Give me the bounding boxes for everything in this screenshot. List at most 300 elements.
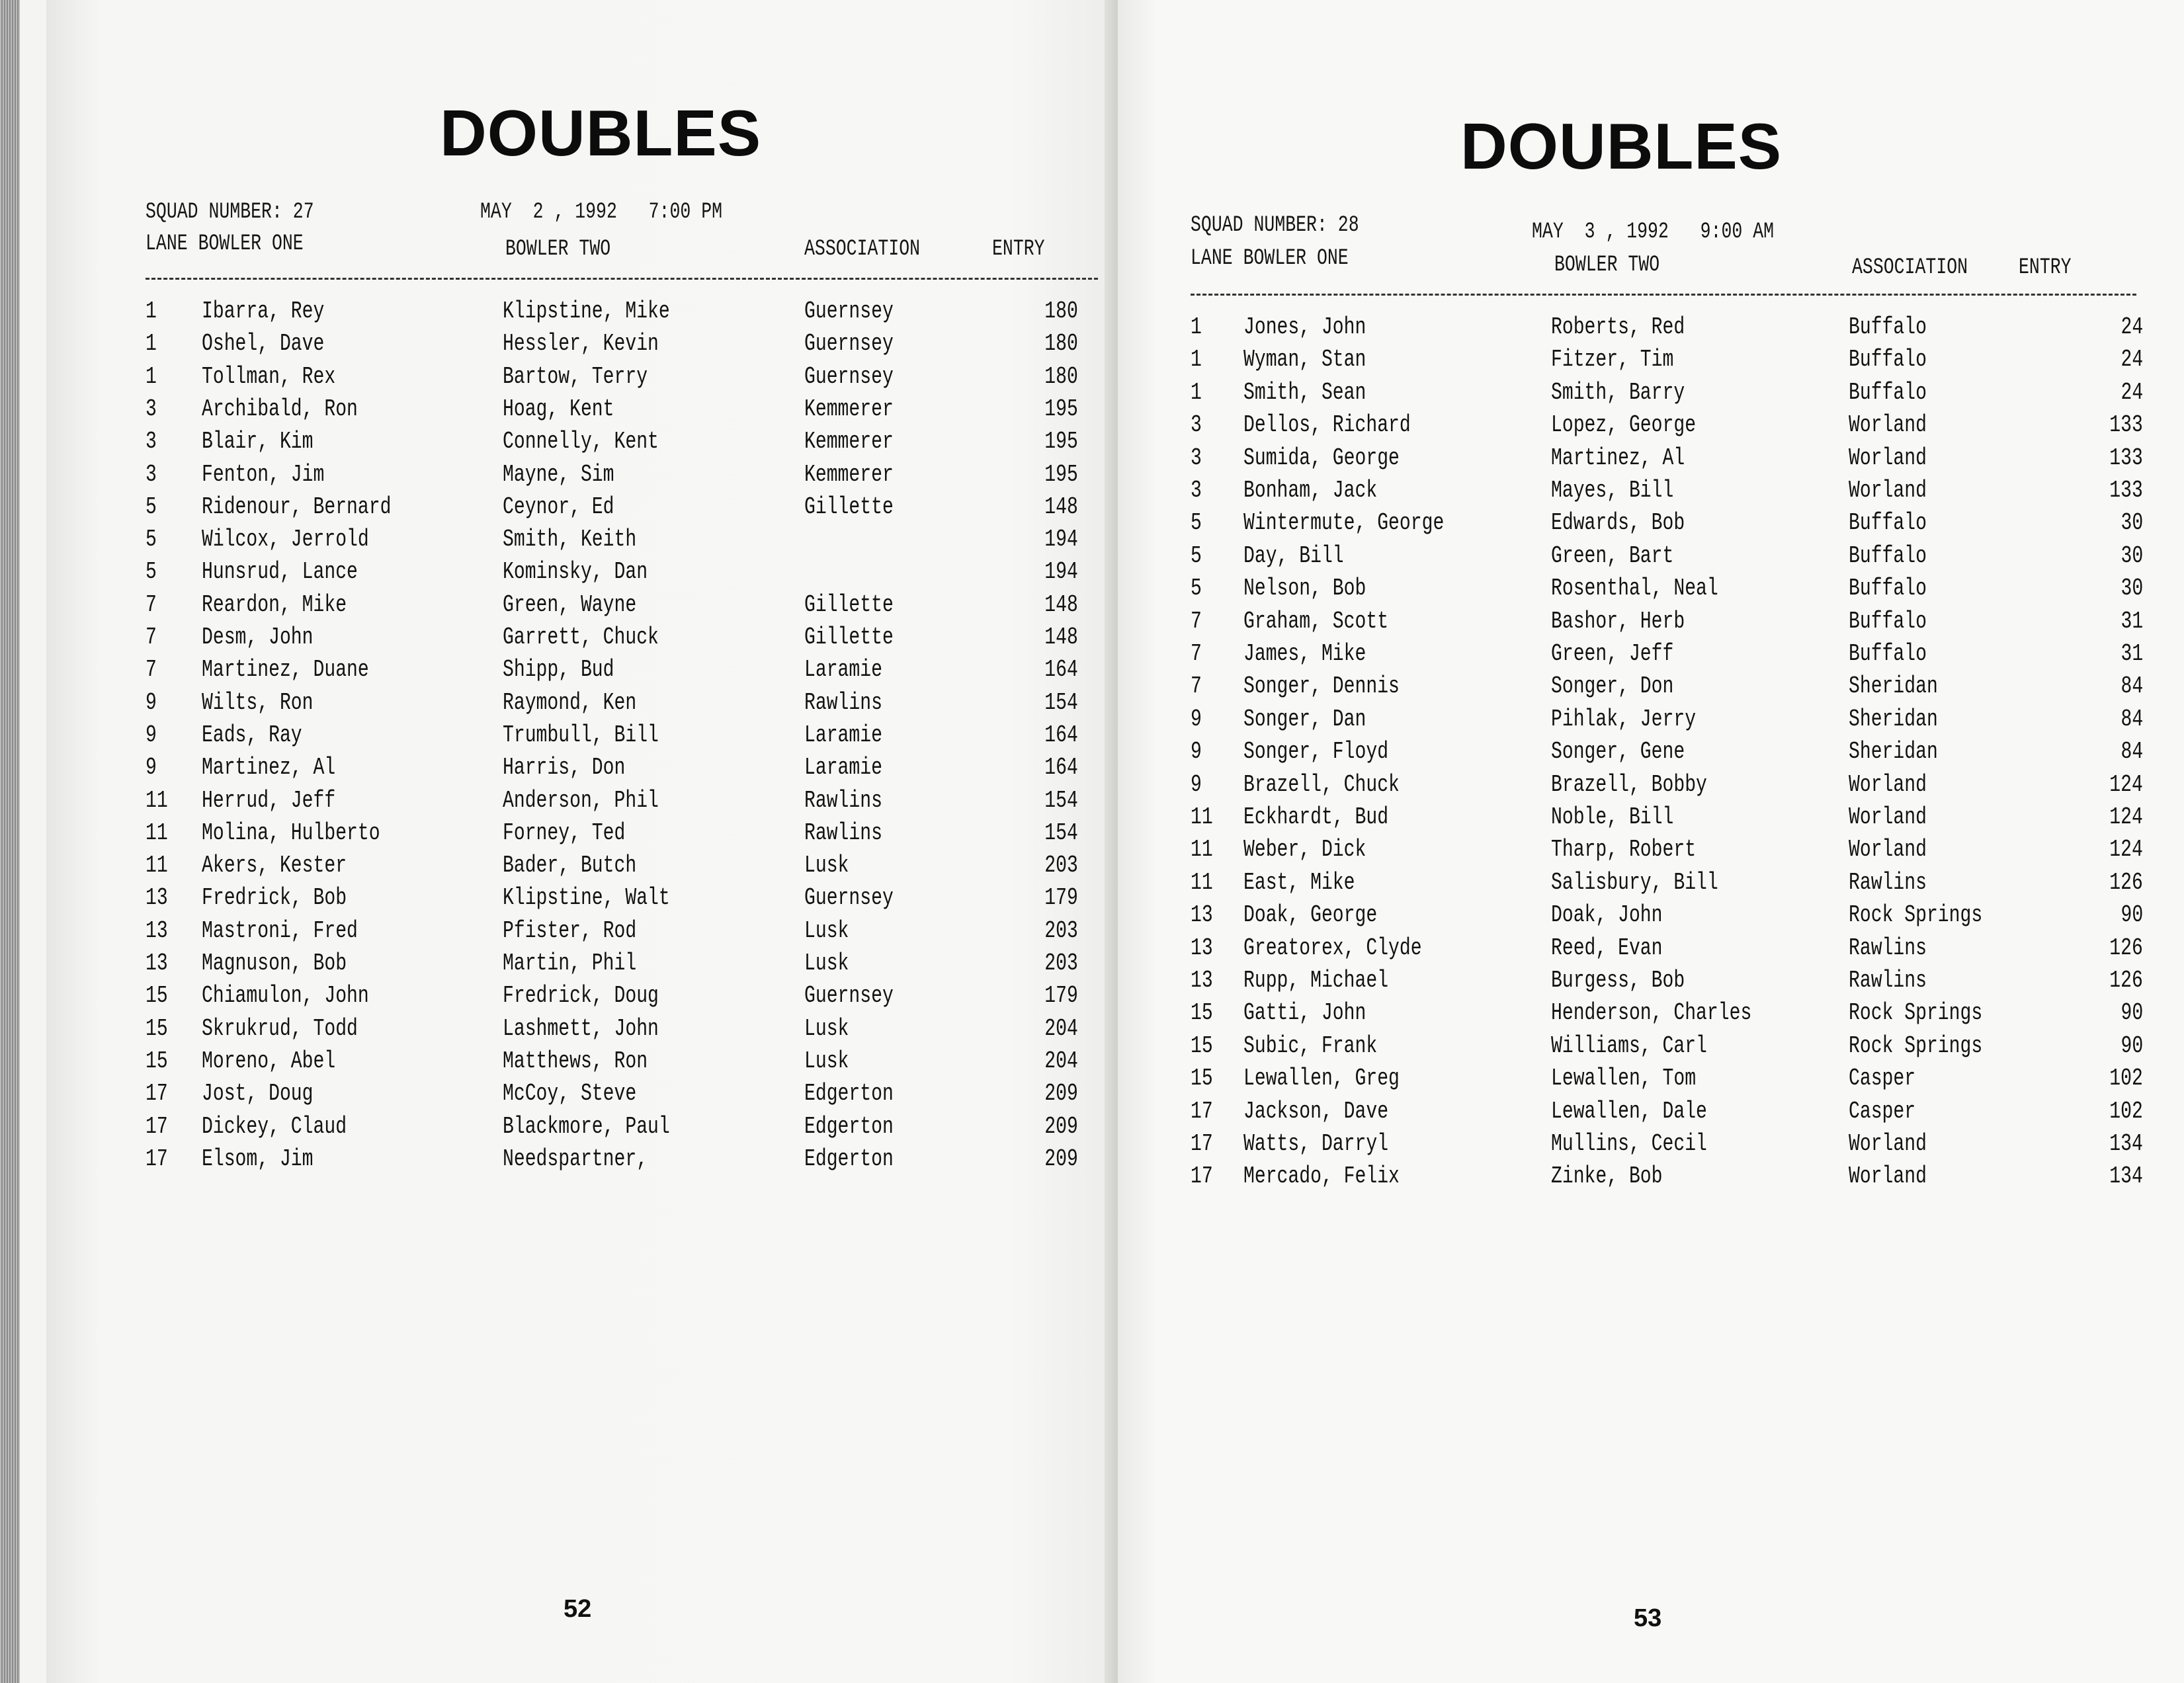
entry-cell: 124 [2109, 770, 2143, 798]
association-cell: Rock Springs [1849, 999, 1983, 1027]
entry-cell: 148 [1044, 493, 1078, 520]
bowler-one-cell: Desm, John [202, 624, 314, 651]
association-cell: Casper [1849, 1097, 1916, 1125]
bowler-two-cell: Reed, Evan [1551, 934, 1663, 962]
bowler-one-cell: Graham, Scott [1243, 607, 1389, 635]
association-cell: Kemmerer [804, 460, 894, 488]
lane-cell: 3 [146, 428, 157, 456]
bowler-one-cell: Martinez, Duane [202, 656, 369, 684]
table-row [1118, 379, 2176, 411]
lane-cell: 11 [1191, 836, 1213, 864]
bowler-one-cell: Bonham, Jack [1243, 477, 1378, 504]
lane-cell: 1 [1191, 346, 1202, 374]
bowler-one-cell: Wyman, Stan [1243, 346, 1366, 374]
lane-cell: 13 [1191, 901, 1213, 929]
entry-cell: 209 [1044, 1145, 1078, 1172]
table-row [46, 1015, 1105, 1047]
entry-cell: 203 [1044, 917, 1078, 944]
bowler-one-cell: Archibald, Ron [202, 395, 358, 423]
table-row [46, 1080, 1105, 1112]
association-cell: Laramie [804, 656, 882, 684]
left-page [46, 0, 1118, 1683]
entry-cell: 24 [2121, 313, 2143, 341]
table-row [46, 982, 1105, 1014]
bowler-one-cell: Ibarra, Rey [202, 298, 325, 325]
table-row [1118, 1032, 2176, 1064]
bowler-one-cell: Brazell, Chuck [1243, 770, 1400, 798]
bowler-two-cell: Mayne, Sim [503, 460, 614, 488]
table-row [1118, 411, 2176, 443]
table-row [46, 656, 1105, 688]
squad-date-time: MAY 2 , 1992 7:00 PM [480, 200, 723, 225]
lane-cell: 5 [1191, 542, 1202, 569]
page-title: DOUBLES [440, 97, 762, 169]
bowler-two-cell: Fredrick, Doug [503, 982, 659, 1010]
lane-cell: 9 [1191, 738, 1202, 766]
entry-cell: 84 [2121, 738, 2143, 766]
association-cell: Guernsey [804, 884, 894, 912]
table-row [46, 428, 1105, 460]
bowler-two-cell: Smith, Barry [1551, 378, 1685, 406]
table-row [46, 1145, 1105, 1177]
entry-cell: 204 [1044, 1014, 1078, 1042]
bowler-one-cell: Molina, Hulberto [202, 819, 380, 846]
lane-cell: 15 [146, 1014, 168, 1042]
column-header-entry: ENTRY [992, 237, 1045, 262]
lane-cell: 9 [146, 721, 157, 749]
lane-cell: 7 [146, 591, 157, 618]
entry-cell: 126 [2109, 868, 2143, 896]
association-cell: Buffalo [1849, 575, 1927, 602]
bowler-two-cell: Fitzer, Tim [1551, 346, 1674, 374]
association-cell: Buffalo [1849, 542, 1927, 569]
association-cell: Kemmerer [804, 395, 894, 423]
bowler-one-cell: Wilts, Ron [202, 688, 314, 716]
lane-cell: 1 [146, 298, 157, 325]
bowler-one-cell: Moreno, Abel [202, 1047, 336, 1075]
association-cell: Rawlins [1849, 868, 1927, 896]
table-row [46, 787, 1105, 819]
bowler-two-cell: Bashor, Herb [1551, 607, 1685, 635]
table-row [1118, 803, 2176, 835]
bowler-two-cell: Bartow, Terry [503, 362, 648, 390]
table-row [46, 852, 1105, 883]
association-cell: Lusk [804, 1047, 849, 1075]
bowler-two-cell: Pihlak, Jerry [1551, 705, 1697, 733]
lane-cell: 3 [1191, 477, 1202, 504]
bowler-two-cell: Needspartner, [503, 1145, 648, 1172]
table-row [1118, 869, 2176, 901]
table-row [46, 591, 1105, 623]
bowler-one-cell: Watts, Darryl [1243, 1130, 1389, 1157]
bowler-two-cell: Harris, Don [503, 754, 626, 782]
association-cell: Rock Springs [1849, 1032, 1983, 1059]
bowler-one-cell: Dellos, Richard [1243, 411, 1411, 439]
table-row [46, 754, 1105, 786]
entry-cell: 102 [2109, 1065, 2143, 1092]
table-row [1118, 706, 2176, 737]
bowler-two-cell: Zinke, Bob [1551, 1163, 1663, 1190]
table-row [46, 721, 1105, 753]
lane-cell: 11 [146, 852, 168, 880]
table-row [1118, 738, 2176, 770]
bowler-two-cell: Smith, Keith [503, 526, 637, 554]
entry-cell: 24 [2121, 378, 2143, 406]
entry-cell: 164 [1044, 754, 1078, 782]
entry-cell: 204 [1044, 1047, 1078, 1075]
entry-cell: 209 [1044, 1112, 1078, 1140]
entry-cell: 134 [2109, 1130, 2143, 1157]
bowler-one-cell: Songer, Dan [1243, 705, 1366, 733]
table-row [1118, 1130, 2176, 1162]
right-page [1118, 0, 2184, 1683]
table-row [46, 330, 1105, 362]
table-row [1118, 313, 2176, 345]
bowler-two-cell: Edwards, Bob [1551, 509, 1685, 537]
bowler-two-cell: Raymond, Ken [503, 688, 637, 716]
entry-cell: 31 [2121, 640, 2143, 667]
association-cell: Rawlins [804, 688, 882, 716]
bowler-one-cell: Reardon, Mike [202, 591, 347, 618]
table-row [1118, 771, 2176, 803]
bowler-two-cell: Green, Wayne [503, 591, 637, 618]
lane-cell: 17 [1191, 1163, 1213, 1190]
bowler-one-cell: East, Mike [1243, 868, 1355, 896]
table-row [1118, 901, 2176, 933]
lane-cell: 17 [1191, 1097, 1213, 1125]
association-cell: Lusk [804, 852, 849, 880]
entry-cell: 90 [2121, 999, 2143, 1027]
lane-cell: 17 [146, 1145, 168, 1172]
column-header-lane-bowler-one: LANE BOWLER ONE [146, 231, 304, 257]
bowler-two-cell: Bader, Butch [503, 852, 637, 880]
association-cell: Gillette [804, 493, 894, 520]
association-cell: Buffalo [1849, 509, 1927, 537]
bowler-one-cell: Chiamulon, John [202, 982, 369, 1010]
association-cell: Worland [1849, 803, 1927, 831]
association-cell: Edgerton [804, 1145, 894, 1172]
lane-cell: 5 [1191, 509, 1202, 537]
column-header-entry: ENTRY [2019, 255, 2072, 280]
bowler-two-cell: Forney, Ted [503, 819, 626, 846]
lane-cell: 15 [146, 982, 168, 1010]
table-row [46, 395, 1105, 427]
bowler-one-cell: Akers, Kester [202, 852, 347, 880]
lane-cell: 3 [146, 460, 157, 488]
table-row [1118, 1065, 2176, 1096]
lane-cell: 13 [1191, 967, 1213, 994]
bowler-two-cell: Salisbury, Bill [1551, 868, 1718, 896]
bowler-one-cell: Jost, Doug [202, 1080, 314, 1108]
bowler-two-cell: Tharp, Robert [1551, 836, 1697, 864]
entry-cell: 84 [2121, 705, 2143, 733]
lane-cell: 13 [146, 884, 168, 912]
bowler-two-cell: Ceynor, Ed [503, 493, 614, 520]
lane-cell: 1 [1191, 378, 1202, 406]
bowler-two-cell: Garrett, Chuck [503, 624, 659, 651]
table-row [1118, 444, 2176, 476]
entry-cell: 179 [1044, 884, 1078, 912]
entry-cell: 24 [2121, 346, 2143, 374]
lane-cell: 15 [1191, 1065, 1213, 1092]
bowler-two-cell: Matthews, Ron [503, 1047, 648, 1075]
association-cell: Gillette [804, 591, 894, 618]
lane-cell: 11 [146, 786, 168, 814]
lane-cell: 9 [1191, 705, 1202, 733]
bowler-one-cell: Mastroni, Fred [202, 917, 358, 944]
entry-cell: 126 [2109, 934, 2143, 962]
table-row [46, 884, 1105, 916]
association-cell: Rawlins [804, 819, 882, 846]
bowler-two-cell: Blackmore, Paul [503, 1112, 670, 1140]
association-cell: Edgerton [804, 1112, 894, 1140]
entry-cell: 180 [1044, 298, 1078, 325]
bowler-one-cell: Fenton, Jim [202, 460, 325, 488]
bowler-one-cell: Doak, George [1243, 901, 1378, 929]
table-row [1118, 967, 2176, 999]
table-row [46, 363, 1105, 395]
association-cell: Buffalo [1849, 640, 1927, 667]
table-row [1118, 608, 2176, 639]
lane-cell: 1 [146, 362, 157, 390]
bowler-one-cell: Greatorex, Clyde [1243, 934, 1422, 962]
entry-cell: 84 [2121, 673, 2143, 700]
table-row [46, 1047, 1105, 1079]
bowler-one-cell: Dickey, Claud [202, 1112, 347, 1140]
lane-cell: 11 [146, 819, 168, 846]
association-cell: Buffalo [1849, 313, 1927, 341]
lane-cell: 5 [146, 526, 157, 554]
bowler-two-cell: Lewallen, Tom [1551, 1065, 1697, 1092]
column-header-lane-bowler-one: LANE BOWLER ONE [1191, 246, 1349, 271]
table-row [1118, 1163, 2176, 1194]
entry-cell: 133 [2109, 477, 2143, 504]
bowler-one-cell: Oshel, Dave [202, 330, 325, 358]
entry-cell: 90 [2121, 1032, 2143, 1059]
bowler-two-cell: Martinez, Al [1551, 444, 1685, 472]
lane-cell: 9 [146, 754, 157, 782]
bowler-one-cell: Magnuson, Bob [202, 950, 347, 977]
association-cell: Worland [1849, 444, 1927, 472]
association-cell: Buffalo [1849, 378, 1927, 406]
entry-cell: 102 [2109, 1097, 2143, 1125]
table-row [1118, 934, 2176, 966]
association-cell: Laramie [804, 721, 882, 749]
table-row [1118, 673, 2176, 704]
bowler-one-cell: Ridenour, Bernard [202, 493, 392, 520]
association-cell: Rawlins [804, 786, 882, 814]
bowler-two-cell: Noble, Bill [1551, 803, 1674, 831]
bowler-one-cell: Lewallen, Greg [1243, 1065, 1400, 1092]
table-row [46, 493, 1105, 525]
lane-cell: 17 [146, 1112, 168, 1140]
bowler-one-cell: Jones, John [1243, 313, 1366, 341]
lane-cell: 11 [1191, 868, 1213, 896]
page-number: 53 [1634, 1604, 1662, 1632]
lane-cell: 3 [1191, 411, 1202, 439]
bowler-one-cell: Hunsrud, Lance [202, 558, 358, 586]
entry-cell: 124 [2109, 803, 2143, 831]
bowler-two-cell: Williams, Carl [1551, 1032, 1707, 1059]
table-row [46, 298, 1105, 329]
entry-cell: 126 [2109, 967, 2143, 994]
lane-cell: 3 [146, 395, 157, 423]
entry-cell: 203 [1044, 950, 1078, 977]
lane-cell: 13 [146, 917, 168, 944]
association-cell: Rock Springs [1849, 901, 1983, 929]
entry-cell: 124 [2109, 836, 2143, 864]
entry-cell: 30 [2121, 575, 2143, 602]
association-cell: Worland [1849, 1130, 1927, 1157]
header-divider [146, 278, 1098, 280]
lane-cell: 7 [146, 624, 157, 651]
bowler-one-cell: Wintermute, George [1243, 509, 1445, 537]
bowler-one-cell: Mercado, Felix [1243, 1163, 1400, 1190]
bowler-two-cell: Klipstine, Walt [503, 884, 670, 912]
bowler-two-cell: Henderson, Charles [1551, 999, 1752, 1027]
bowler-one-cell: Weber, Dick [1243, 836, 1366, 864]
lane-cell: 7 [1191, 640, 1202, 667]
table-row [46, 950, 1105, 981]
association-cell: Rawlins [1849, 934, 1927, 962]
lane-cell: 5 [1191, 575, 1202, 602]
entry-cell: 195 [1044, 428, 1078, 456]
table-row [1118, 346, 2176, 378]
bowler-two-cell: Lopez, George [1551, 411, 1697, 439]
bowler-two-cell: Klipstine, Mike [503, 298, 670, 325]
column-header-bowler-two: BOWLER TWO [505, 237, 611, 262]
table-row [1118, 836, 2176, 868]
entry-cell: 148 [1044, 591, 1078, 618]
bowler-two-cell: Green, Bart [1551, 542, 1674, 569]
association-cell: Sheridan [1849, 738, 1938, 766]
lane-cell: 7 [1191, 607, 1202, 635]
column-header-bowler-two: BOWLER TWO [1554, 253, 1660, 278]
lane-cell: 5 [146, 493, 157, 520]
bowler-one-cell: James, Mike [1243, 640, 1366, 667]
bowler-one-cell: Herrud, Jeff [202, 786, 336, 814]
book-spread [20, 0, 2184, 1683]
lane-cell: 17 [146, 1080, 168, 1108]
table-row [46, 624, 1105, 655]
table-row [46, 526, 1105, 557]
header-divider [1191, 294, 2136, 296]
bowler-one-cell: Skrukrud, Todd [202, 1014, 358, 1042]
entry-cell: 164 [1044, 656, 1078, 684]
association-cell: Worland [1849, 477, 1927, 504]
bowler-two-cell: Connelly, Kent [503, 428, 659, 456]
table-row [46, 689, 1105, 721]
association-cell: Casper [1849, 1065, 1916, 1092]
bowler-one-cell: Martinez, Al [202, 754, 336, 782]
bowler-two-cell: Mayes, Bill [1551, 477, 1674, 504]
entry-cell: 154 [1044, 786, 1078, 814]
bowler-two-cell: Kominsky, Dan [503, 558, 648, 586]
lane-cell: 9 [1191, 770, 1202, 798]
association-cell: Edgerton [804, 1080, 894, 1108]
squad-date-time: MAY 3 , 1992 9:00 AM [1532, 220, 1775, 245]
bowler-one-cell: Songer, Dennis [1243, 673, 1400, 700]
association-cell: Rawlins [1849, 967, 1927, 994]
lane-cell: 11 [1191, 803, 1213, 831]
bowler-two-cell: Roberts, Red [1551, 313, 1685, 341]
bowler-two-cell: Burgess, Bob [1551, 967, 1685, 994]
entry-cell: 195 [1044, 460, 1078, 488]
entry-cell: 133 [2109, 444, 2143, 472]
bowler-one-cell: Eckhardt, Bud [1243, 803, 1389, 831]
table-row [46, 917, 1105, 949]
entry-cell: 194 [1044, 526, 1078, 554]
book-page-edges [0, 0, 20, 1683]
table-row [46, 1113, 1105, 1145]
bowler-one-cell: Smith, Sean [1243, 378, 1366, 406]
entry-cell: 154 [1044, 819, 1078, 846]
bowler-two-cell: Anderson, Phil [503, 786, 659, 814]
entry-cell: 134 [2109, 1163, 2143, 1190]
entry-cell: 148 [1044, 624, 1078, 651]
bowler-one-cell: Tollman, Rex [202, 362, 336, 390]
bowler-two-cell: Doak, John [1551, 901, 1663, 929]
association-cell: Guernsey [804, 298, 894, 325]
association-cell: Buffalo [1849, 607, 1927, 635]
entry-cell: 30 [2121, 542, 2143, 569]
association-cell: Gillette [804, 624, 894, 651]
table-row [46, 819, 1105, 851]
page-title: DOUBLES [1460, 110, 1783, 183]
entry-cell: 164 [1044, 721, 1078, 749]
association-cell: Guernsey [804, 982, 894, 1010]
lane-cell: 3 [1191, 444, 1202, 472]
association-cell: Lusk [804, 950, 849, 977]
entry-cell: 30 [2121, 509, 2143, 537]
association-cell: Worland [1849, 836, 1927, 864]
lane-cell: 5 [146, 558, 157, 586]
lane-cell: 1 [1191, 313, 1202, 341]
bowler-one-cell: Jackson, Dave [1243, 1097, 1389, 1125]
lane-cell: 15 [1191, 999, 1213, 1027]
lane-cell: 9 [146, 688, 157, 716]
lane-cell: 7 [1191, 673, 1202, 700]
association-cell: Worland [1849, 411, 1927, 439]
association-cell: Worland [1849, 1163, 1927, 1190]
table-row [46, 558, 1105, 590]
association-cell: Lusk [804, 917, 849, 944]
bowler-one-cell: Songer, Floyd [1243, 738, 1389, 766]
entry-cell: 133 [2109, 411, 2143, 439]
column-header-association: ASSOCIATION [1852, 255, 1968, 280]
bowler-two-cell: Pfister, Rod [503, 917, 637, 944]
association-cell: Guernsey [804, 362, 894, 390]
entry-cell: 209 [1044, 1080, 1078, 1108]
lane-cell: 1 [146, 330, 157, 358]
entry-cell: 180 [1044, 330, 1078, 358]
lane-cell: 15 [1191, 1032, 1213, 1059]
bowler-two-cell: Green, Jeff [1551, 640, 1674, 667]
table-row [1118, 509, 2176, 541]
entry-cell: 90 [2121, 901, 2143, 929]
bowler-two-cell: Shipp, Bud [503, 656, 614, 684]
association-cell: Buffalo [1849, 346, 1927, 374]
lane-cell: 13 [146, 950, 168, 977]
association-cell: Laramie [804, 754, 882, 782]
association-cell: Worland [1849, 770, 1927, 798]
bowler-one-cell: Eads, Ray [202, 721, 302, 749]
bowler-one-cell: Rupp, Michael [1243, 967, 1389, 994]
table-row [1118, 575, 2176, 606]
entry-cell: 194 [1044, 558, 1078, 586]
bowler-two-cell: Hessler, Kevin [503, 330, 659, 358]
bowler-one-cell: Sumida, George [1243, 444, 1400, 472]
